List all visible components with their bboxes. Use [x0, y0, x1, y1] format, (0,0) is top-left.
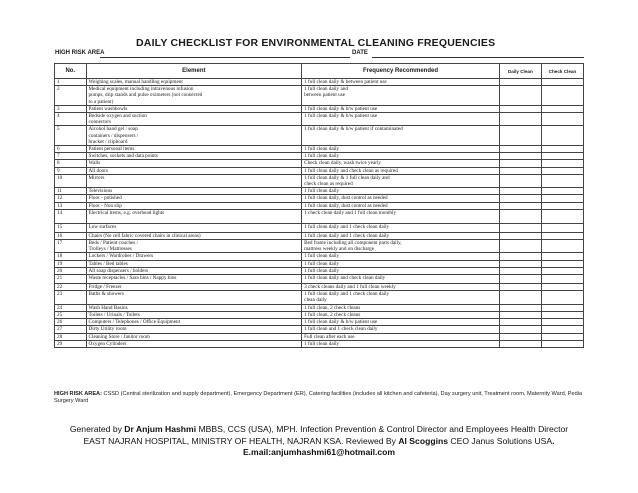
hospital-affiliation: EAST NAJRAN HOSPITAL, MINISTRY OF HEALTH, NAJRAN KSA. Reviewed By	[83, 435, 399, 446]
row-check-clean-checkbox[interactable]	[541, 167, 583, 174]
row-number: 20	[55, 267, 87, 274]
row-element: Low surfaces	[86, 223, 302, 232]
row-daily-clean-checkbox[interactable]	[499, 105, 541, 112]
row-daily-clean-checkbox[interactable]	[499, 319, 541, 326]
table-row	[55, 105, 584, 112]
row-element: Chairs (No cell fabric covered chairs in clinical areas)	[86, 232, 302, 239]
row-frequency: 1 full clean daily and check clean daily	[302, 275, 500, 284]
row-element: Dirty Utility room	[86, 326, 302, 333]
row-frequency: 1 full clean, 2 check cleans	[302, 311, 500, 318]
row-element: Switches, sockets and data points	[86, 153, 302, 160]
table-row	[55, 79, 584, 86]
table-row	[55, 160, 584, 167]
row-number: 22	[55, 284, 87, 291]
row-number: 1	[55, 79, 87, 86]
table-row	[55, 333, 584, 340]
row-daily-clean-checkbox[interactable]	[499, 167, 541, 174]
row-frequency: 1 full clean daily	[302, 260, 500, 267]
row-element: Electrical items, e.g. overhead lights	[86, 209, 302, 223]
row-check-clean-checkbox[interactable]	[541, 232, 583, 239]
row-element: All soap dispensers / holders	[86, 267, 302, 274]
row-frequency: 1 full clean daily	[302, 340, 500, 347]
credit-block	[0, 424, 638, 459]
row-number: 26	[55, 319, 87, 326]
row-element: Fridge / Freezer	[86, 284, 302, 291]
author-credentials: MBBS, CCS (USA), MPH. Infection Prevention & Control Director and Employees Health Director	[196, 424, 569, 434]
row-frequency: 1 check clean daily and 1 full clean monthly	[302, 209, 500, 223]
high-risk-area-underline	[100, 57, 350, 58]
column-header-frequency: Frequency Recommended	[302, 64, 500, 79]
row-frequency: 1 full clean daily	[302, 146, 500, 153]
high-risk-area-label: HIGH RISK AREA	[55, 50, 105, 56]
row-daily-clean-checkbox[interactable]	[499, 253, 541, 260]
row-number: 24	[55, 304, 87, 311]
row-check-clean-checkbox[interactable]	[541, 253, 583, 260]
row-check-clean-checkbox[interactable]	[541, 326, 583, 333]
row-daily-clean-checkbox[interactable]	[499, 86, 541, 106]
row-element: Bedside oxygen and suction connectors	[86, 113, 302, 126]
row-daily-clean-checkbox[interactable]	[499, 126, 541, 146]
row-element: Tables / Bed tables	[86, 260, 302, 267]
row-element: Televisions	[86, 188, 302, 195]
row-frequency: 1 full clean daily and between patient use	[302, 86, 500, 106]
table-row	[55, 340, 584, 347]
row-daily-clean-checkbox[interactable]	[499, 333, 541, 340]
row-frequency: 1 full clean daily and check clean as required	[302, 167, 500, 174]
row-check-clean-checkbox[interactable]	[541, 333, 583, 340]
table-row	[55, 253, 584, 260]
reviewer-name: Al Scoggins	[398, 435, 448, 446]
row-number: 17	[55, 240, 87, 253]
credit-period: .	[552, 435, 555, 446]
row-daily-clean-checkbox[interactable]	[499, 195, 541, 202]
row-daily-clean-checkbox[interactable]	[499, 340, 541, 347]
row-check-clean-checkbox[interactable]	[541, 223, 583, 232]
row-daily-clean-checkbox[interactable]	[499, 275, 541, 284]
row-daily-clean-checkbox[interactable]	[499, 113, 541, 126]
row-frequency: 1 full clean daily	[302, 153, 500, 160]
row-daily-clean-checkbox[interactable]	[499, 209, 541, 223]
date-label: DATE	[352, 50, 368, 56]
row-frequency: 1 full clean daily & b/w patient use	[302, 105, 500, 112]
row-element: Patient washbowls	[86, 105, 302, 112]
row-check-clean-checkbox[interactable]	[541, 340, 583, 347]
row-element: Oxygen Cylinders	[86, 340, 302, 347]
row-number: 10	[55, 174, 87, 187]
row-check-clean-checkbox[interactable]	[541, 260, 583, 267]
row-daily-clean-checkbox[interactable]	[499, 79, 541, 86]
table-row	[55, 267, 584, 274]
row-frequency: 3 check cleans daily and 1 full clean weekly	[302, 284, 500, 291]
row-number: 3	[55, 105, 87, 112]
row-frequency: 1 full clean daily and 1 check clean daily	[302, 223, 500, 232]
author-name: Dr Anjum Hashmi	[124, 424, 197, 434]
row-number: 21	[55, 275, 87, 284]
row-number: 15	[55, 223, 87, 232]
row-frequency: 1 full clean daily & 1 full clean daily and check clean as required	[302, 174, 500, 187]
row-number: 12	[55, 195, 87, 202]
row-element: Baths & showers	[86, 291, 302, 304]
table-row	[55, 188, 584, 195]
row-daily-clean-checkbox[interactable]	[499, 153, 541, 160]
row-check-clean-checkbox[interactable]	[541, 153, 583, 160]
row-frequency: 1 full clean daily, dust control as needed	[302, 195, 500, 202]
table-row	[55, 291, 584, 304]
row-check-clean-checkbox[interactable]	[541, 195, 583, 202]
row-frequency: Check clean daily, wash twice yearly	[302, 160, 500, 167]
row-element: Computers / Telephones / Office Equipment	[86, 319, 302, 326]
table-row	[55, 232, 584, 239]
row-frequency: 1 full clean daily & b/w patient use	[302, 113, 500, 126]
row-number: 14	[55, 209, 87, 223]
row-daily-clean-checkbox[interactable]	[499, 326, 541, 333]
row-daily-clean-checkbox[interactable]	[499, 260, 541, 267]
row-number: 29	[55, 340, 87, 347]
row-number: 6	[55, 146, 87, 153]
row-daily-clean-checkbox[interactable]	[499, 311, 541, 318]
row-frequency: 1 full clean and 1 check clean daily	[302, 326, 500, 333]
row-daily-clean-checkbox[interactable]	[499, 284, 541, 291]
row-check-clean-checkbox[interactable]	[541, 126, 583, 146]
footnote-text: CSSD (Central sterilization and supply department), Emergency Department (ER), Catering facilities (includes all kitchen and cafeteria), Day surgery unit, Treatment room, Maternity Ward, Pedia Surgery Ward	[54, 391, 583, 404]
row-check-clean-checkbox[interactable]	[541, 174, 583, 187]
row-frequency: 1 full clean daily & b/w patient use	[302, 319, 500, 326]
table-header-row	[55, 64, 584, 79]
row-daily-clean-checkbox[interactable]	[499, 304, 541, 311]
column-header-daily-clean: Daily Clean	[499, 64, 541, 79]
row-element: Beds / Patient couches / Trolleys / Mattresses	[86, 240, 302, 253]
row-daily-clean-checkbox[interactable]	[499, 202, 541, 209]
table-row	[55, 223, 584, 232]
row-frequency: 1 full clean daily & between patient use	[302, 79, 500, 86]
row-frequency: Full clean after each use	[302, 333, 500, 340]
row-frequency: 1 full clean daily, dust control as needed	[302, 202, 500, 209]
table-row	[55, 240, 584, 253]
table-row	[55, 202, 584, 209]
row-frequency: Bed frame including all component parts daily, mattress weekly and on discharge	[302, 240, 500, 253]
column-header-element: Element	[86, 64, 302, 79]
high-risk-area-footnote	[54, 391, 584, 405]
table-row	[55, 126, 584, 146]
table-row	[55, 311, 584, 318]
row-check-clean-checkbox[interactable]	[541, 311, 583, 318]
row-element: Cleaning Store / Janitor room	[86, 333, 302, 340]
row-check-clean-checkbox[interactable]	[541, 105, 583, 112]
column-header-no: No.	[55, 64, 87, 79]
row-number: 4	[55, 113, 87, 126]
row-element: Wash Hand Basins	[86, 304, 302, 311]
row-daily-clean-checkbox[interactable]	[499, 267, 541, 274]
row-frequency: 1 full clean daily and 1 check clean daily clean daily	[302, 291, 500, 304]
table-row	[55, 174, 584, 187]
row-check-clean-checkbox[interactable]	[541, 319, 583, 326]
column-header-check-clean: Check Clean	[541, 64, 583, 79]
row-frequency: 1 full clean daily	[302, 267, 500, 274]
footnote-label: HIGH RISK AREA:	[54, 391, 102, 397]
row-number: 2	[55, 86, 87, 106]
row-number: 5	[55, 126, 87, 146]
credit-line-2	[0, 436, 638, 448]
row-element: Waste receptacles / Sara bins / Nappy bins	[86, 275, 302, 284]
row-frequency: 1 full clean daily & b/w patient if contaminated	[302, 126, 500, 146]
row-number: 19	[55, 260, 87, 267]
table-body	[55, 79, 584, 348]
row-check-clean-checkbox[interactable]	[541, 275, 583, 284]
row-number: 13	[55, 202, 87, 209]
row-number: 28	[55, 333, 87, 340]
row-check-clean-checkbox[interactable]	[541, 267, 583, 274]
row-check-clean-checkbox[interactable]	[541, 160, 583, 167]
table-row	[55, 195, 584, 202]
row-daily-clean-checkbox[interactable]	[499, 232, 541, 239]
row-element: Medical equipment including intravenous infusion pumps, drip stands and pulse oximeters (not connected to a patient)	[86, 86, 302, 106]
row-element: Patient personal items	[86, 146, 302, 153]
row-check-clean-checkbox[interactable]	[541, 284, 583, 291]
row-number: 9	[55, 167, 87, 174]
row-frequency: 1 full clean daily	[302, 253, 500, 260]
row-check-clean-checkbox[interactable]	[541, 79, 583, 86]
row-check-clean-checkbox[interactable]	[541, 202, 583, 209]
row-frequency: 1 full clean daily	[302, 188, 500, 195]
table-row	[55, 319, 584, 326]
row-check-clean-checkbox[interactable]	[541, 113, 583, 126]
row-number: 25	[55, 311, 87, 318]
row-daily-clean-checkbox[interactable]	[499, 291, 541, 304]
row-element: Mirrors	[86, 174, 302, 187]
table-row	[55, 304, 584, 311]
row-daily-clean-checkbox[interactable]	[499, 188, 541, 195]
row-daily-clean-checkbox[interactable]	[499, 160, 541, 167]
credit-prefix: Generated by	[69, 424, 125, 434]
row-element: Floor - Non slip	[86, 202, 302, 209]
table-row	[55, 326, 584, 333]
row-element: Weighing scales, manual handling equipment	[86, 79, 302, 86]
reviewer-affiliation: CEO Janus Solutions USA	[448, 435, 553, 446]
row-element: Floor - polished	[86, 195, 302, 202]
row-number: 8	[55, 160, 87, 167]
date-underline	[372, 57, 584, 58]
author-email: E.mail:anjumhashmi61@hotmail.com	[242, 447, 396, 457]
row-element: Lockers / Wardrobes / Drawers	[86, 253, 302, 260]
credit-line-1	[0, 424, 638, 436]
row-number: 18	[55, 253, 87, 260]
row-number: 7	[55, 153, 87, 160]
row-check-clean-checkbox[interactable]	[541, 209, 583, 223]
row-element: Toilets / Urinals / Toilets	[86, 311, 302, 318]
row-check-clean-checkbox[interactable]	[541, 146, 583, 153]
table-row	[55, 167, 584, 174]
row-daily-clean-checkbox[interactable]	[499, 146, 541, 153]
row-element: Walls	[86, 160, 302, 167]
row-check-clean-checkbox[interactable]	[541, 86, 583, 106]
checklist-table	[54, 63, 584, 348]
row-daily-clean-checkbox[interactable]	[499, 223, 541, 232]
table-row	[55, 260, 584, 267]
row-number: 27	[55, 326, 87, 333]
row-daily-clean-checkbox[interactable]	[499, 240, 541, 253]
table-row	[55, 146, 584, 153]
row-frequency: 1 full clean, 2 check cleans	[302, 304, 500, 311]
table-row	[55, 275, 584, 284]
row-check-clean-checkbox[interactable]	[541, 291, 583, 304]
row-check-clean-checkbox[interactable]	[541, 240, 583, 253]
row-daily-clean-checkbox[interactable]	[499, 174, 541, 187]
row-number: 16	[55, 232, 87, 239]
row-check-clean-checkbox[interactable]	[541, 188, 583, 195]
row-check-clean-checkbox[interactable]	[541, 304, 583, 311]
table-row	[55, 284, 584, 291]
document-title: DAILY CHECKLIST FOR ENVIRONMENTAL CLEANING FREQUENCIES	[136, 37, 496, 49]
table-row	[55, 113, 584, 126]
table-row	[55, 209, 584, 223]
row-frequency: 1 full clean daily and 1 check clean daily	[302, 232, 500, 239]
row-number: 23	[55, 291, 87, 304]
table-row	[55, 153, 584, 160]
row-element: Alcohol hand gel / soap containers / dispensers / bracket / clipboard	[86, 126, 302, 146]
table-row	[55, 86, 584, 106]
row-number: 11	[55, 188, 87, 195]
row-element: All doors	[86, 167, 302, 174]
